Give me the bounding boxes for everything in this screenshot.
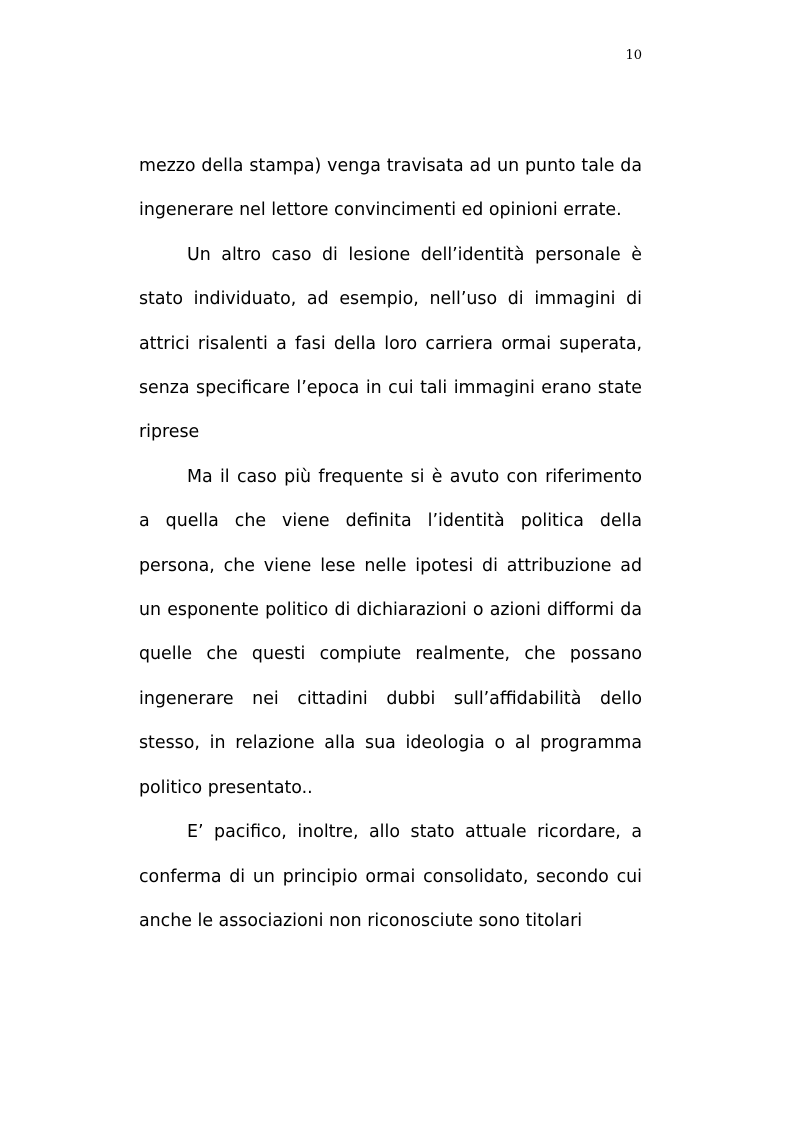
- paragraph: mezzo della stampa) venga travisata ad un punto tale da ingenerare nel lettore convincimenti ed opinioni errate.: [139, 156, 642, 221]
- paragraph: Un altro caso di lesione dell’identità personale è stato individuato, ad esempio, nell’uso di immagini di attrici risalenti a fasi della loro carriera ormai superata, senza specificare l’epoca in cui tali immagini erano state riprese: [139, 244, 642, 443]
- body-text: [139, 144, 642, 943]
- page-number: 10: [625, 48, 642, 63]
- paragraph: Ma il caso più frequente si è avuto con riferimento a quella che viene definita l’identità politica della persona, che viene lese nelle ipotesi di attribuzione ad un esponente politico di dichiarazioni o azioni difformi da quelle che questi compiute realmente, che possano ingenerare nei cittadini dubbi sull’affidabilità dello stesso, in relazione alla sua ideologia o al programma politico presentato..: [139, 466, 642, 798]
- paragraph: E’ pacifico, inoltre, allo stato attuale ricordare, a conferma di un principio ormai consolidato, secondo cui anche le associazioni non riconosciute sono titolari: [139, 822, 642, 931]
